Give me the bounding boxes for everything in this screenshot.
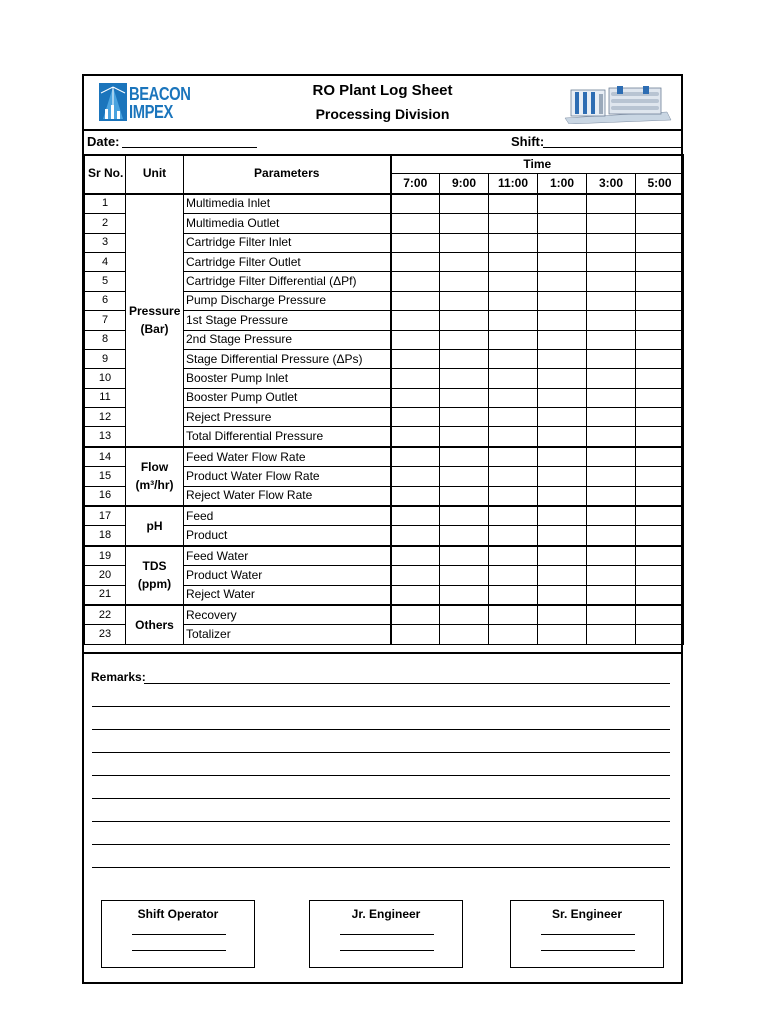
reading-input-cell[interactable] [587,486,636,506]
time-header-cell: 1:00 [538,174,587,194]
sr-no-cell: 5 [85,272,126,291]
signature-title: Jr. Engineer [351,907,421,921]
signature-title: Sr. Engineer [551,907,623,921]
reading-input-cell[interactable] [636,369,684,388]
reading-input-cell[interactable] [489,566,538,585]
parameter-cell: Booster Pump Inlet [184,369,391,388]
sr-no-cell: 2 [85,214,126,233]
reading-input-cell[interactable] [440,252,489,271]
remarks-line[interactable] [92,844,670,845]
reading-input-cell[interactable] [587,272,636,291]
reading-input-cell[interactable] [440,526,489,546]
company-name-line2: IMPEX [129,102,173,122]
remarks-line[interactable] [92,752,670,753]
ro-plant-illustration-icon [563,82,673,124]
reading-input-cell[interactable] [391,427,440,447]
reading-input-cell[interactable] [636,585,684,605]
reading-input-cell[interactable] [391,330,440,349]
unit-cell: Others [126,605,184,644]
sr-no-cell: 18 [85,526,126,546]
reading-input-cell[interactable] [489,467,538,486]
reading-input-cell[interactable] [636,311,684,330]
reading-input-cell[interactable] [636,349,684,368]
reading-input-cell[interactable] [440,506,489,526]
reading-input-cell[interactable] [391,546,440,566]
remarks-line[interactable] [92,821,670,822]
parameter-cell: 1st Stage Pressure [184,311,391,330]
date-shift-row [84,129,681,156]
signature-box-shift-operator [101,900,255,968]
reading-input-cell[interactable] [587,625,636,644]
reading-input-cell[interactable] [538,625,587,644]
parameter-cell: Cartridge Filter Differential (ΔPf) [184,272,391,291]
reading-input-cell[interactable] [391,194,440,214]
reading-input-cell[interactable] [489,625,538,644]
reading-input-cell[interactable] [587,214,636,233]
reading-input-cell[interactable] [489,311,538,330]
reading-input-cell[interactable] [636,408,684,427]
reading-input-cell[interactable] [636,625,684,644]
reading-input-cell[interactable] [440,408,489,427]
sr-no-cell: 21 [85,585,126,605]
reading-input-cell[interactable] [391,605,440,625]
reading-input-cell[interactable] [538,194,587,214]
sr-no-cell: 3 [85,233,126,252]
reading-input-cell[interactable] [636,447,684,467]
reading-input-cell[interactable] [587,585,636,605]
table-row [85,194,684,214]
reading-input-cell[interactable] [587,427,636,447]
log-table [84,154,684,645]
reading-input-cell[interactable] [440,349,489,368]
time-header-cell: 3:00 [587,174,636,194]
sr-no-cell: 15 [85,467,126,486]
reading-input-cell[interactable] [538,526,587,546]
reading-input-cell[interactable] [391,467,440,486]
sr-no-cell: 9 [85,349,126,368]
reading-input-cell[interactable] [440,625,489,644]
sr-no-cell: 7 [85,311,126,330]
reading-input-cell[interactable] [587,291,636,310]
table-row [85,605,684,625]
parameter-cell: Feed Water [184,546,391,566]
date-label: Date: [87,134,120,149]
reading-input-cell[interactable] [538,369,587,388]
reading-input-cell[interactable] [391,408,440,427]
reading-input-cell[interactable] [391,311,440,330]
reading-input-cell[interactable] [489,349,538,368]
reading-input-cell[interactable] [587,447,636,467]
sr-no-cell: 17 [85,506,126,526]
reading-input-cell[interactable] [538,291,587,310]
reading-input-cell[interactable] [636,233,684,252]
reading-input-cell[interactable] [391,388,440,407]
parameter-cell: Stage Differential Pressure (ΔPs) [184,349,391,368]
reading-input-cell[interactable] [489,408,538,427]
sr-no-cell: 4 [85,252,126,271]
table-row [85,546,684,566]
remarks-line[interactable] [92,775,670,776]
sr-no-cell: 14 [85,447,126,467]
remarks-line[interactable] [92,729,670,730]
reading-input-cell[interactable] [636,467,684,486]
reading-input-cell[interactable] [538,233,587,252]
sheet-title: RO Plant Log Sheet [312,82,453,99]
reading-input-cell[interactable] [391,349,440,368]
sr-no-cell: 16 [85,486,126,506]
sr-no-cell: 13 [85,427,126,447]
reading-input-cell[interactable] [587,467,636,486]
reading-input-cell[interactable] [538,585,587,605]
reading-input-cell[interactable] [636,252,684,271]
reading-input-cell[interactable] [489,486,538,506]
reading-input-cell[interactable] [538,349,587,368]
reading-input-cell[interactable] [391,214,440,233]
reading-input-cell[interactable] [538,486,587,506]
reading-input-cell[interactable] [440,486,489,506]
remarks-line[interactable] [92,867,670,868]
signature-line[interactable] [340,950,434,951]
reading-input-cell[interactable] [391,233,440,252]
reading-input-cell[interactable] [391,625,440,644]
reading-input-cell[interactable] [587,605,636,625]
parameter-cell: Product Water Flow Rate [184,467,391,486]
reading-input-cell[interactable] [538,427,587,447]
sr-no-cell: 10 [85,369,126,388]
reading-input-cell[interactable] [587,252,636,271]
reading-input-cell[interactable] [391,369,440,388]
reading-input-cell[interactable] [440,214,489,233]
unit-cell: Pressure (Bar) [126,194,184,447]
reading-input-cell[interactable] [538,388,587,407]
company-name-line1: BEACON [129,84,191,104]
reading-input-cell[interactable] [636,330,684,349]
reading-input-cell[interactable] [489,605,538,625]
parameter-cell: Cartridge Filter Outlet [184,252,391,271]
reading-input-cell[interactable] [538,214,587,233]
signature-box-jr-engineer [309,900,463,968]
reading-input-cell[interactable] [538,605,587,625]
time-header-cell: 9:00 [440,174,489,194]
reading-input-cell[interactable] [391,272,440,291]
date-field[interactable] [122,147,257,148]
reading-input-cell[interactable] [391,252,440,271]
reading-input-cell[interactable] [636,272,684,291]
reading-input-cell[interactable] [636,526,684,546]
reading-input-cell[interactable] [538,330,587,349]
reading-input-cell[interactable] [538,566,587,585]
reading-input-cell[interactable] [587,233,636,252]
reading-input-cell[interactable] [538,506,587,526]
reading-input-cell[interactable] [489,214,538,233]
reading-input-cell[interactable] [636,546,684,566]
reading-input-cell[interactable] [489,272,538,291]
reading-input-cell[interactable] [391,447,440,467]
reading-input-cell[interactable] [391,506,440,526]
reading-input-cell[interactable] [440,330,489,349]
reading-input-cell[interactable] [440,291,489,310]
parameter-cell: Reject Water [184,585,391,605]
log-sheet [82,74,683,984]
sr-no-cell: 19 [85,546,126,566]
reading-input-cell[interactable] [440,467,489,486]
reading-input-cell[interactable] [440,546,489,566]
reading-input-cell[interactable] [440,194,489,214]
reading-input-cell[interactable] [489,447,538,467]
reading-input-cell[interactable] [489,233,538,252]
header-time: Time [391,155,684,174]
reading-input-cell[interactable] [391,291,440,310]
sr-no-cell: 22 [85,605,126,625]
reading-input-cell[interactable] [587,311,636,330]
reading-input-cell[interactable] [636,291,684,310]
reading-input-cell[interactable] [538,252,587,271]
reading-input-cell[interactable] [636,566,684,585]
header-sr-no: Sr No. [85,155,126,194]
reading-input-cell[interactable] [440,311,489,330]
parameter-cell: Reject Water Flow Rate [184,486,391,506]
reading-input-cell[interactable] [636,214,684,233]
parameter-cell: Totalizer [184,625,391,644]
parameter-cell: Cartridge Filter Inlet [184,233,391,252]
reading-input-cell[interactable] [587,349,636,368]
reading-input-cell[interactable] [391,526,440,546]
reading-input-cell[interactable] [587,566,636,585]
reading-input-cell[interactable] [440,447,489,467]
shift-field[interactable] [543,147,681,148]
sr-no-cell: 11 [85,388,126,407]
reading-input-cell[interactable] [636,427,684,447]
reading-input-cell[interactable] [587,369,636,388]
parameter-cell: Total Differential Pressure [184,427,391,447]
reading-input-cell[interactable] [587,388,636,407]
signature-line[interactable] [132,934,226,935]
table-row [85,447,684,467]
header-unit: Unit [126,155,184,194]
table-row [85,506,684,526]
reading-input-cell[interactable] [489,252,538,271]
parameter-cell: Multimedia Inlet [184,194,391,214]
reading-input-cell[interactable] [587,330,636,349]
time-header-cell: 5:00 [636,174,684,194]
time-header-cell: 7:00 [391,174,440,194]
reading-input-cell[interactable] [391,585,440,605]
sr-no-cell: 23 [85,625,126,644]
reading-input-cell[interactable] [440,585,489,605]
remarks-line[interactable] [92,706,670,707]
reading-input-cell[interactable] [538,408,587,427]
parameter-cell: Booster Pump Outlet [184,388,391,407]
sr-no-cell: 1 [85,194,126,214]
reading-input-cell[interactable] [489,546,538,566]
reading-input-cell[interactable] [636,506,684,526]
reading-input-cell[interactable] [587,408,636,427]
parameter-cell: Feed [184,506,391,526]
signature-line[interactable] [340,934,434,935]
reading-input-cell[interactable] [636,486,684,506]
remarks-line[interactable] [92,798,670,799]
reading-input-cell[interactable] [587,194,636,214]
sheet-header [84,76,681,131]
signature-line[interactable] [541,950,635,951]
parameter-cell: Product [184,526,391,546]
parameter-cell: Recovery [184,605,391,625]
sheet-subtitle: Processing Division [315,106,450,122]
reading-input-cell[interactable] [440,605,489,625]
reading-input-cell[interactable] [391,486,440,506]
reading-input-cell[interactable] [538,546,587,566]
reading-input-cell[interactable] [538,311,587,330]
sr-no-cell: 8 [85,330,126,349]
remarks-section [84,652,681,986]
parameter-cell: Multimedia Outlet [184,214,391,233]
parameter-cell: 2nd Stage Pressure [184,330,391,349]
reading-input-cell[interactable] [489,526,538,546]
unit-cell: TDS (ppm) [126,546,184,605]
remarks-line[interactable] [144,683,670,684]
reading-input-cell[interactable] [489,369,538,388]
reading-input-cell[interactable] [587,546,636,566]
reading-input-cell[interactable] [489,585,538,605]
signature-title: Shift Operator [137,907,219,921]
sr-no-cell: 12 [85,408,126,427]
reading-input-cell[interactable] [440,272,489,291]
reading-input-cell[interactable] [489,194,538,214]
signature-box-sr-engineer [510,900,664,968]
reading-input-cell[interactable] [440,369,489,388]
reading-input-cell[interactable] [587,526,636,546]
reading-input-cell[interactable] [440,388,489,407]
reading-input-cell[interactable] [636,194,684,214]
reading-input-cell[interactable] [489,330,538,349]
shift-label: Shift: [511,134,545,149]
remarks-label: Remarks: [91,670,146,684]
reading-input-cell[interactable] [489,291,538,310]
signature-line[interactable] [132,950,226,951]
unit-cell: Flow (m³/hr) [126,447,184,506]
parameter-cell: Pump Discharge Pressure [184,291,391,310]
reading-input-cell[interactable] [489,427,538,447]
signature-line[interactable] [541,934,635,935]
reading-input-cell[interactable] [440,427,489,447]
reading-input-cell[interactable] [538,467,587,486]
parameter-cell: Product Water [184,566,391,585]
sr-no-cell: 20 [85,566,126,585]
parameter-cell: Reject Pressure [184,408,391,427]
reading-input-cell[interactable] [538,272,587,291]
reading-input-cell[interactable] [587,506,636,526]
sr-no-cell: 6 [85,291,126,310]
header-parameters: Parameters [184,155,391,194]
reading-input-cell[interactable] [636,388,684,407]
reading-input-cell[interactable] [489,388,538,407]
reading-input-cell[interactable] [391,566,440,585]
reading-input-cell[interactable] [538,447,587,467]
parameter-cell: Feed Water Flow Rate [184,447,391,467]
unit-cell: pH [126,506,184,546]
time-header-cell: 11:00 [489,174,538,194]
reading-input-cell[interactable] [440,566,489,585]
reading-input-cell[interactable] [636,605,684,625]
reading-input-cell[interactable] [489,506,538,526]
reading-input-cell[interactable] [440,233,489,252]
